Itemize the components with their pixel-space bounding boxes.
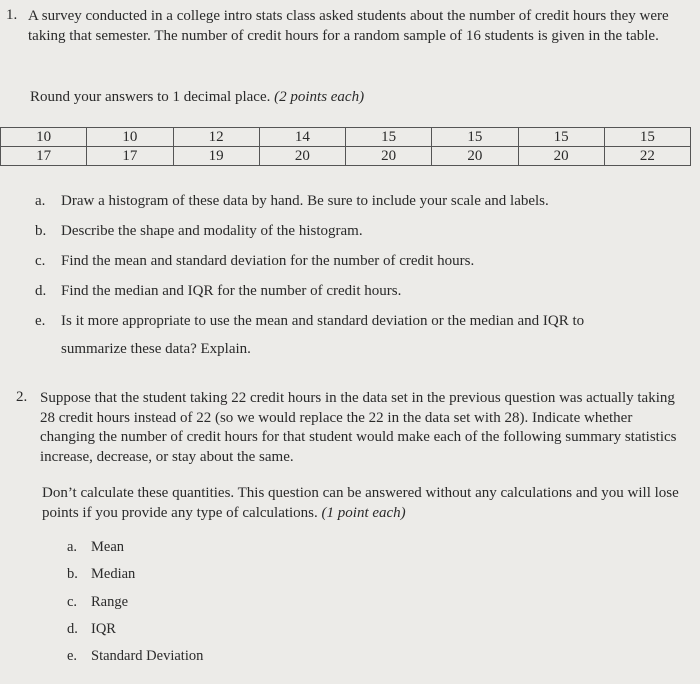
table-cell: 17	[87, 147, 173, 166]
q1-part-e-continued: summarize these data? Explain.	[61, 341, 251, 357]
table-cell: 15	[604, 128, 690, 147]
table-row	[1, 128, 691, 147]
table-cell: 15	[432, 128, 518, 147]
question-1-number: 1.	[6, 7, 18, 23]
part-text: Is it more appropriate to use the mean and standard deviation or the median and IQR to	[61, 313, 585, 329]
table-cell: 20	[432, 147, 518, 166]
table-cell: 15	[518, 128, 604, 147]
table-cell: 15	[346, 128, 432, 147]
round-note: Round your answers to 1 decimal place.	[30, 89, 271, 105]
part-text: Standard Deviation	[91, 648, 204, 664]
q1-part-e	[35, 313, 584, 330]
table-cell: 14	[259, 128, 345, 147]
q2-part-a	[67, 539, 124, 556]
q2-part-b	[67, 566, 135, 583]
table-row	[1, 147, 691, 166]
q1-part-a	[35, 193, 549, 210]
part-label: c.	[35, 253, 46, 269]
part-text: Describe the shape and modality of the histogram.	[61, 223, 363, 239]
part-label: e.	[67, 648, 78, 664]
question-2-number: 2.	[16, 389, 28, 405]
table-cell: 17	[1, 147, 87, 166]
part-label: a.	[67, 539, 78, 555]
part-label: e.	[35, 313, 46, 329]
table-cell: 12	[173, 128, 259, 147]
table-cell: 10	[1, 128, 87, 147]
credit-hours-table	[0, 127, 691, 166]
q1-part-c	[35, 253, 474, 270]
part-text: IQR	[91, 621, 116, 637]
part-label: a.	[35, 193, 46, 209]
table-cell: 19	[173, 147, 259, 166]
table-cell: 20	[259, 147, 345, 166]
part-label: b.	[67, 566, 78, 582]
part-text: Range	[91, 594, 129, 610]
part-text: Find the mean and standard deviation for the number of credit hours.	[61, 253, 475, 269]
note-text: Don’t calculate these quantities. This question can be answered without any calculations and you will lose points if you provide any type of calculations.	[42, 485, 679, 521]
no-calculation-note	[42, 484, 682, 523]
round-instruction	[30, 89, 364, 106]
part-label: d.	[67, 621, 78, 637]
table-cell: 10	[87, 128, 173, 147]
q2-part-e	[67, 648, 203, 665]
question-1-text: A survey conducted in a college intro stats class asked students about the number of credit hours they were taking that semester. The number of credit hours for a random sample of 16 students is given in the table.	[28, 8, 669, 44]
part-text: Draw a histogram of these data by hand. Be sure to include your scale and labels.	[61, 193, 549, 209]
table-cell: 20	[518, 147, 604, 166]
note-points: (1 point each)	[321, 504, 406, 521]
table-cell: 20	[346, 147, 432, 166]
part-text: Find the median and IQR for the number of credit hours.	[61, 283, 402, 299]
question-2-text: Suppose that the student taking 22 credit hours in the data set in the previous question was actually taking 28 credit hours instead of 22 (so we would replace the 22 in the data set with 28). Indicate whether changing the number of credit hours for that student would make each of the following summary statistics increase, decrease, or stay about the same.	[40, 390, 677, 465]
part-text: Mean	[91, 539, 125, 555]
q1-part-b	[35, 223, 363, 240]
q2-part-c	[67, 594, 128, 611]
q2-part-d	[67, 621, 116, 638]
part-text: Median	[91, 566, 136, 582]
part-label: c.	[67, 594, 78, 610]
q1-part-d	[35, 283, 401, 300]
part-label: b.	[35, 223, 47, 239]
part-label: d.	[35, 283, 47, 299]
round-points: (2 points each)	[274, 89, 365, 105]
table-cell: 22	[604, 147, 690, 166]
